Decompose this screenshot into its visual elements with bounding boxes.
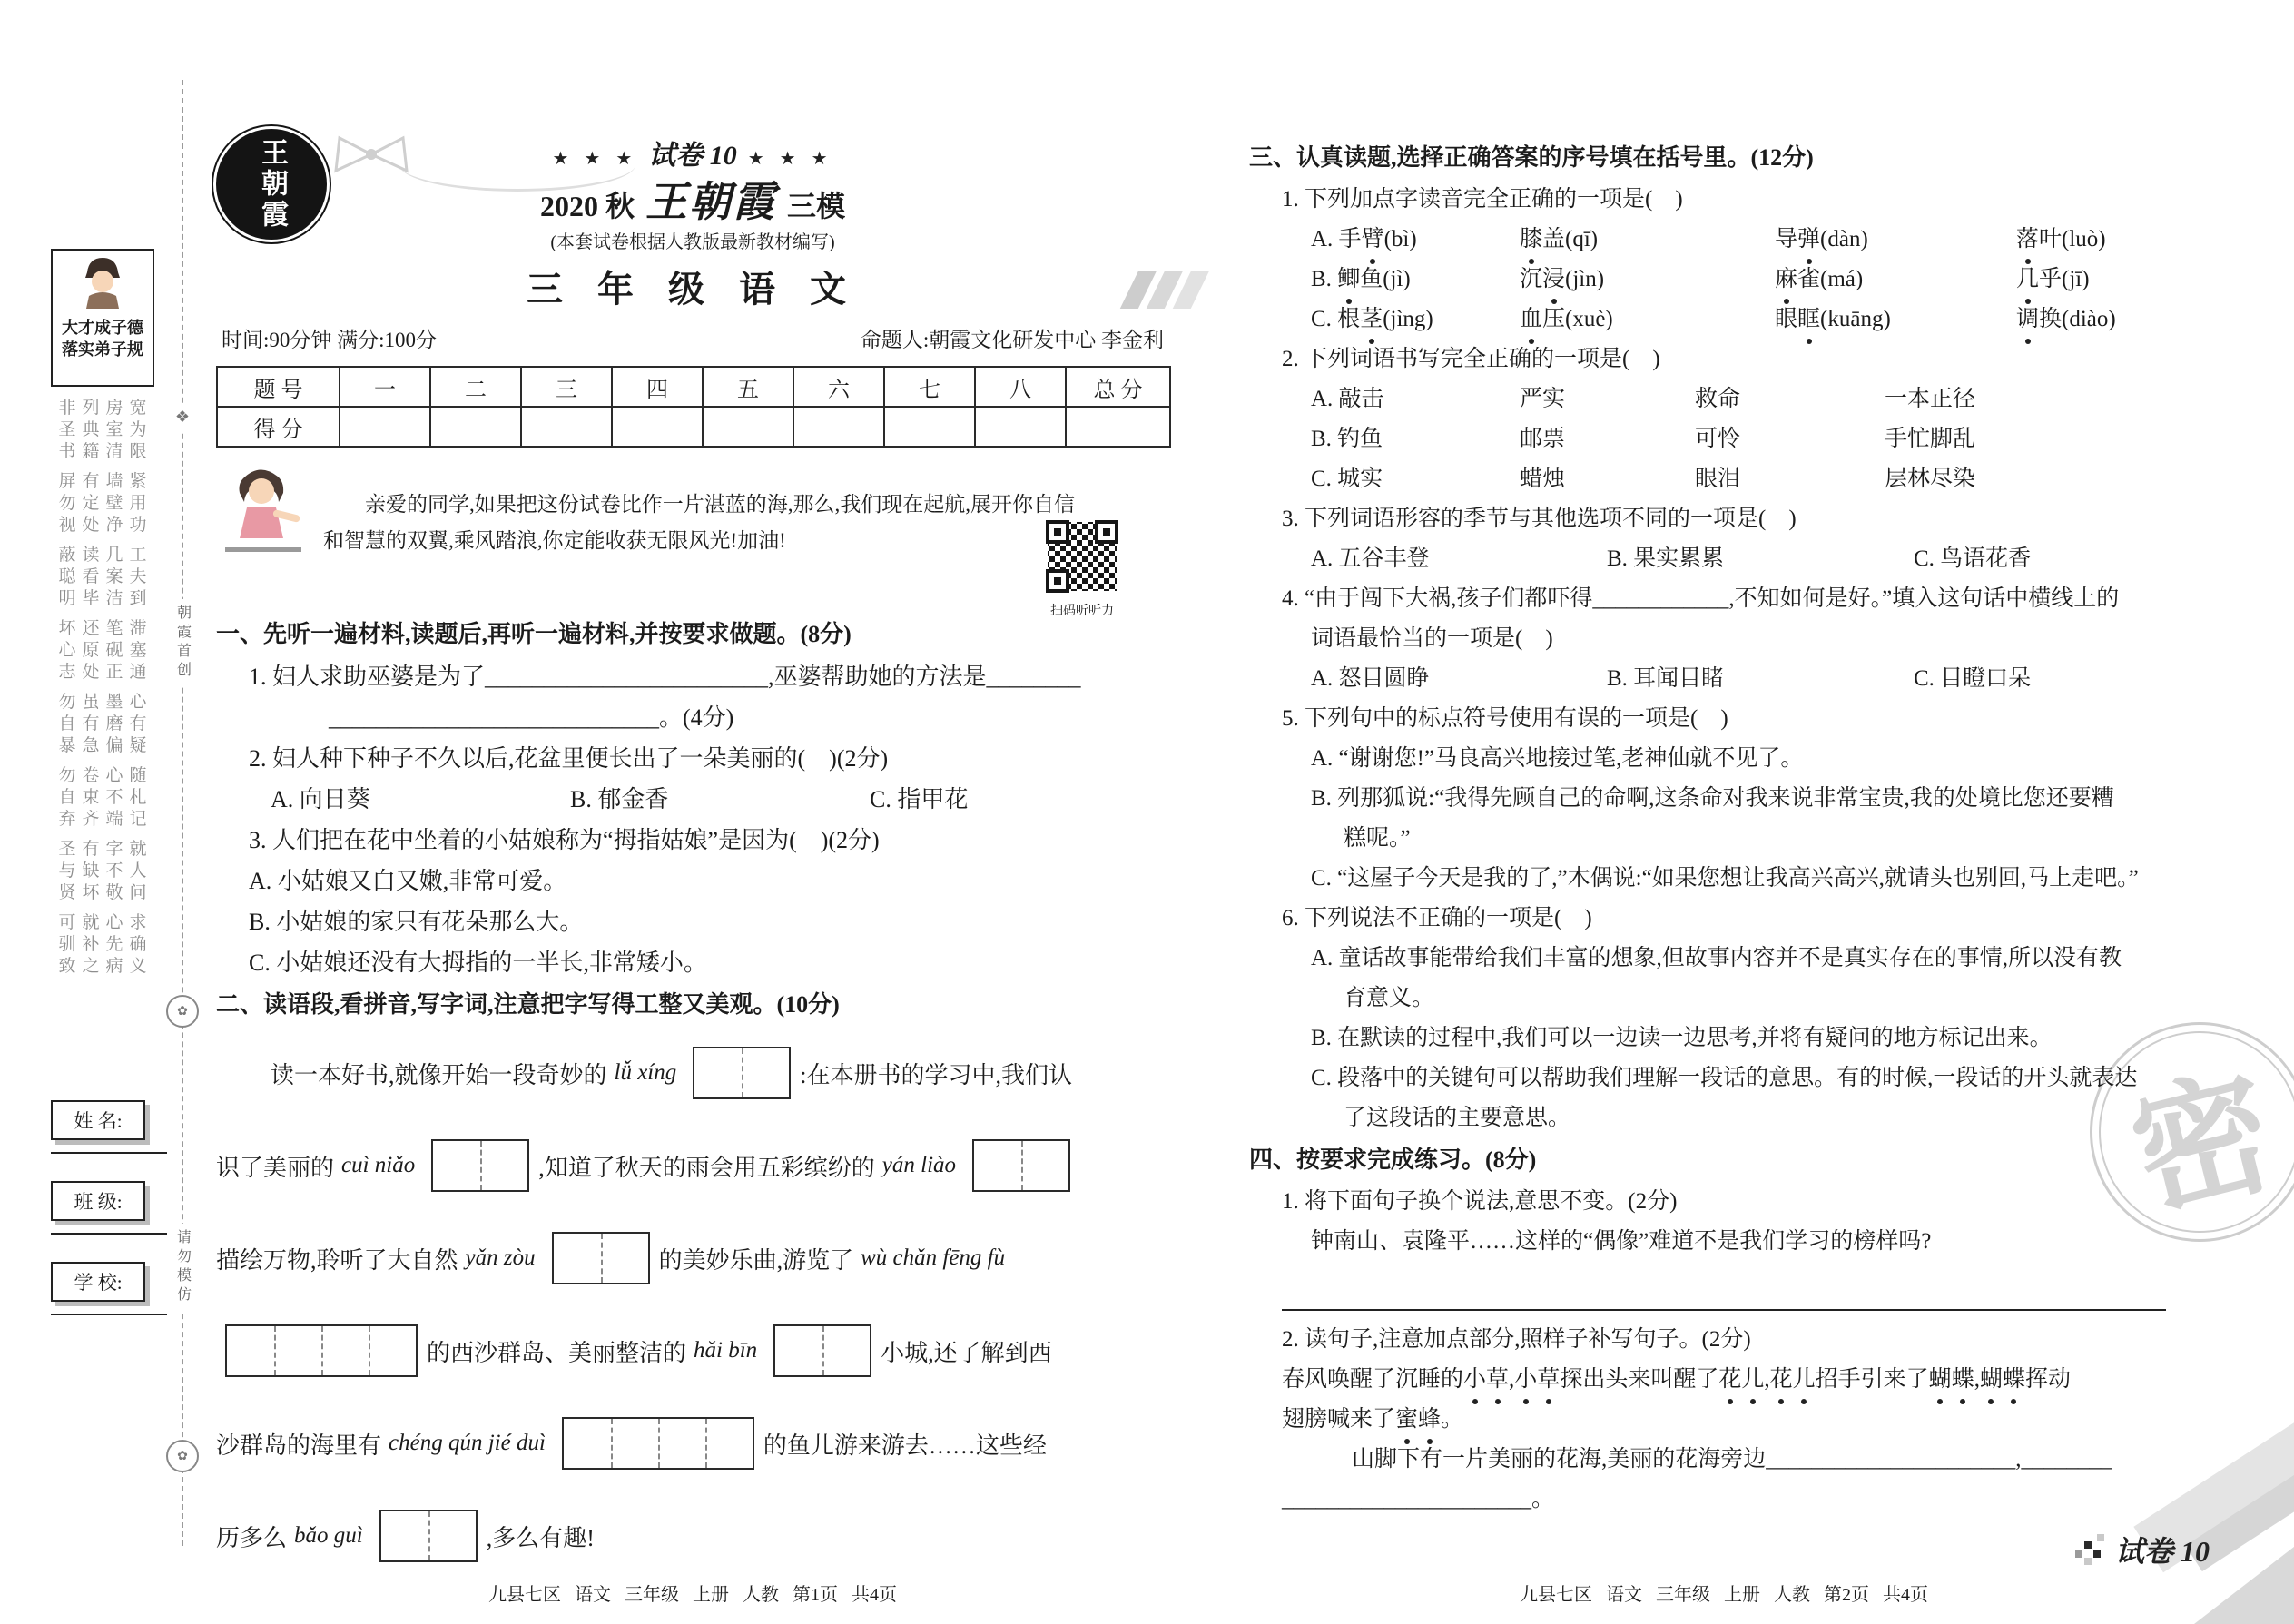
dizigui-row: 屏有墙紧 (58, 472, 153, 491)
edition-note: (本套试卷根据人教版最新教材编写) (550, 232, 835, 252)
class-write-line[interactable] (51, 1233, 167, 1235)
question-6-option-a-cont: 育意义。 (1344, 986, 1435, 1010)
emphasized-character: 麻 (1775, 260, 1797, 300)
writing-box[interactable] (972, 1139, 1070, 1192)
option-row (1249, 459, 2199, 499)
emphasized-character: 鲫 (1337, 260, 1360, 300)
paper-header (216, 127, 1169, 353)
writing-cell[interactable] (658, 1419, 705, 1468)
score-input-cell[interactable] (430, 407, 521, 447)
option-item: C. 目瞪口呆 (1914, 666, 2032, 691)
score-table-header-cell: 四 (612, 367, 703, 407)
paragraph-line (216, 1027, 1169, 1119)
score-input-cell[interactable] (340, 407, 430, 447)
question-3: 3. 人们把在花中坐着的小姑娘称为“拇指姑娘”是因为( )(2分) (249, 827, 880, 853)
emphasized-character: 蝶 (1952, 1360, 1974, 1400)
mascot-illustration (74, 254, 131, 312)
writing-cell[interactable] (480, 1141, 527, 1190)
emphasized-character: 眶 (1797, 300, 1820, 340)
page1-footer: 九县七区 语文 三年级 上册 人教 第1页 共4页 (488, 1585, 897, 1605)
writing-cell[interactable] (1021, 1141, 1068, 1190)
exercise-2-sentence-line1: 春风唤醒了沉睡的小草,小草探出头来叫醒了花儿,花儿招手引来了蝴蝶,蝴蝶挥动 (1249, 1360, 2199, 1400)
question-3-options (1249, 539, 2199, 579)
writing-box[interactable] (693, 1047, 791, 1099)
writing-cell[interactable] (601, 1234, 648, 1283)
pinyin-hint: wù chǎn fēng fù (861, 1245, 1006, 1270)
emphasized-character: 浸 (1542, 260, 1565, 300)
score-input-cell[interactable] (1066, 407, 1170, 447)
score-input-cell[interactable] (975, 407, 1066, 447)
option-item: A. 向日葵 (271, 786, 370, 812)
paper-number-badge (2075, 1529, 2210, 1570)
emphasized-character: 儿 (1793, 1360, 1816, 1400)
score-input-cell[interactable] (884, 407, 975, 447)
dizigui-row: 坏还笔滞 (58, 619, 153, 638)
question-6-option-a: A. 童话故事能带给我们丰富的想象,但故事内容并不是真实存在的事情,所以没有教 (1311, 946, 2122, 970)
class-field (51, 1181, 171, 1235)
option-item: 沉浸(jìn) (1520, 260, 1775, 300)
score-table (216, 366, 1169, 448)
option-item: A. 敲击 (1311, 387, 1384, 411)
dizigui-row: 勿卷心随 (58, 766, 153, 785)
dizigui-row: 心原砚塞 (58, 641, 153, 660)
option-item: C. 根茎(jìng) (1311, 300, 1520, 340)
writing-cell[interactable] (694, 1048, 742, 1097)
dizigui-row: 暴急偏疑 (58, 736, 153, 755)
option-item: A. 手臂(bì) (1311, 220, 1520, 260)
writing-cell[interactable] (428, 1511, 476, 1560)
emphasized-character: 蜂 (1418, 1400, 1441, 1440)
question-2: 2. 妇人种下种子不久以后,花盆里便长出了一朵美丽的( )(2分) (249, 745, 889, 772)
score-table-header-cell: 一 (340, 367, 430, 407)
writing-cell[interactable] (321, 1326, 369, 1375)
dizigui-row: 自束不札 (58, 788, 153, 807)
paragraph-text: 沙群岛的海里有 (216, 1432, 382, 1459)
paper-number-badge-label: 试卷 10 (2115, 1535, 2210, 1568)
brand-logo-text: 王朝霞 (257, 138, 287, 231)
emphasized-character: 花 (1770, 1360, 1793, 1400)
score-table-header-cell: 八 (975, 367, 1066, 407)
class-label: 班 级: (51, 1181, 145, 1221)
option-item: B. 钓鱼 (1311, 427, 1383, 451)
emphasized-character: 草 (1486, 1360, 1509, 1400)
option-item: 救命 (1695, 387, 1741, 411)
option-item: 膝盖(qī) (1520, 220, 1775, 260)
emphasized-character: 茎 (1360, 300, 1383, 340)
paragraph-text: 历多么 (216, 1524, 288, 1551)
option-row (1249, 659, 2199, 699)
emphasized-character: 草 (1537, 1360, 1560, 1400)
exercise-2: 2. 读句子,注意加点部分,照样子补写句子。(2分) (1282, 1327, 1751, 1352)
option-item: 蜡烛 (1520, 467, 1566, 491)
page2-footer: 九县七区 语文 三年级 上册 人教 第2页 共4页 (1520, 1585, 1928, 1605)
question-4-line1: 4. “由于闯下大祸,孩子们都吓得____________,不知如何是好。”填入这句话中横线上的 (1282, 586, 2120, 611)
greeting-block (216, 460, 1169, 618)
writing-cell[interactable] (822, 1326, 870, 1375)
writing-box[interactable] (379, 1510, 478, 1562)
spine-note-no-copy: 请勿模仿 (172, 1224, 193, 1311)
fold-dashed-line (182, 80, 183, 1546)
emphasized-character: 膝 (1520, 220, 1542, 260)
emphasized-character: 弹 (1797, 220, 1820, 260)
option-item: 几乎(jī) (2016, 260, 2199, 300)
option-item: A. 怒目圆睁 (1311, 666, 1430, 691)
question-6-option-c: C. 段落中的关键句可以帮助我们理解一段话的意思。有的时候,一段话的开头就表达 (1311, 1066, 2138, 1090)
dizigui-row: 圣有字就 (58, 840, 153, 859)
writing-cell[interactable] (611, 1419, 658, 1468)
question-5: 5. 下列句中的标点符号使用有误的一项是( ) (1282, 706, 1728, 731)
dizigui-row: 书籍清限 (58, 442, 153, 461)
emphasized-character: 蝶 (2003, 1360, 2025, 1400)
pinyin-hint: chéng qún jié duì (389, 1431, 546, 1455)
emphasized-character: 落 (2016, 220, 2039, 260)
dizigui-row: 勿定壁用 (58, 494, 153, 513)
option-item: 可怜 (1695, 427, 1741, 451)
emphasized-character: 小 (1463, 1360, 1486, 1400)
exercise-1-sentence: 钟南山、袁隆平……这样的“偶像”难道不是我们学习的榜样吗? (1311, 1229, 1932, 1254)
writing-cell[interactable] (705, 1419, 753, 1468)
dizigui-row: 自有磨有 (58, 714, 153, 733)
option-item: 眼泪 (1695, 467, 1741, 491)
paragraph-line (216, 1397, 1169, 1490)
school-write-line[interactable] (51, 1314, 167, 1315)
paper-number: 试卷 10 (648, 141, 737, 171)
dizigui-row: 圣典室为 (58, 420, 153, 439)
question-4-options (1249, 659, 2199, 699)
dizigui-row: 非列房宽 (58, 399, 153, 418)
teacher-illustration (218, 460, 309, 558)
paragraph-line (216, 1304, 1169, 1397)
score-table-header-cell: 总 分 (1066, 367, 1170, 407)
paragraph-line (216, 1212, 1169, 1304)
paper-number-line (216, 133, 1169, 172)
option-item: 邮票 (1520, 427, 1566, 451)
section2-heading: 二、读语段,看拼音,写字词,注意把字写得工整又美观。(10分) (216, 991, 840, 1018)
option-item: C. 指甲花 (870, 786, 969, 812)
question-5-option-a: A. “谢谢您!”马良高兴地接过笔,老神仙就不见了。 (1311, 746, 1804, 771)
option-row (216, 779, 1169, 820)
question-3-option-b: B. 小姑娘的家只有花朵那么大。 (249, 909, 584, 935)
option-row (1249, 260, 2199, 300)
option-item: C. 鸟语花香 (1914, 546, 2032, 571)
brand-year: 2020 秋 (539, 190, 635, 222)
paragraph-line (216, 1490, 1169, 1582)
question-5-option-c: C. “这屋子今天是我的了,”木偶说:“如果您想让我高兴高兴,就请头也别回,马上走吧。” (1311, 866, 2139, 891)
emphasized-character: 蜜 (1395, 1400, 1418, 1440)
pinyin-hint: bǎo guì (294, 1523, 363, 1548)
exercise-2-fill-line2: ______________________。 (1282, 1487, 1555, 1511)
question-6: 6. 下列说法不正确的一项是( ) (1282, 906, 1592, 930)
question-1-options (1249, 220, 2199, 340)
dizigui-row: 弃齐端记 (58, 810, 153, 829)
score-input-cell[interactable] (703, 407, 793, 447)
emphasized-character: 花 (1718, 1360, 1741, 1400)
question-1: 1. 下列加点字读音完全正确的一项是( ) (1282, 187, 1683, 212)
motto-line: 落实弟子规 (62, 340, 143, 359)
emphasized-character: 蝴 (1980, 1360, 2003, 1400)
writing-cell[interactable] (775, 1326, 822, 1375)
emphasized-character: 蝴 (1929, 1360, 1952, 1400)
writing-box[interactable] (431, 1139, 529, 1192)
dizigui-row: 视处净功 (58, 516, 153, 535)
option-row (1249, 379, 2199, 419)
pinyin-hint: hǎi bīn (694, 1338, 758, 1363)
listening-qr-block (1044, 518, 1120, 619)
dizigui-text (44, 398, 162, 978)
brand-name: 王朝霞 (645, 179, 776, 225)
writing-cell[interactable] (433, 1141, 480, 1190)
dizigui-row: 致之病义 (58, 957, 153, 976)
score-table-header-cell: 七 (884, 367, 975, 407)
question-5-option-b: B. 列那狐说:“我得先顾自己的命啊,这条命对我来说非常宝贵,我的处境比您还要糟 (1311, 786, 2114, 811)
exercise-1: 1. 将下面句子换个说法,意思不变。(2分) (1282, 1189, 1678, 1214)
school-label: 学 校: (51, 1262, 145, 1302)
name-label: 姓 名: (51, 1100, 145, 1140)
dizigui-row: 可就心求 (58, 913, 153, 932)
option-item: 落叶(luò) (2016, 220, 2199, 260)
pinyin-hint: lǚ xíng (614, 1060, 677, 1085)
dizigui-row: 聪看案夫 (58, 567, 153, 586)
section1-heading: 一、先听一遍材料,读题后,再听一遍材料,并按要求做题。(8分) (216, 621, 852, 647)
option-item: 一本正径 (1885, 387, 1976, 411)
pinyin-hint: yán liào (881, 1153, 957, 1177)
option-item: 调换(diào) (2016, 300, 2199, 340)
pinyin-paragraph (216, 1027, 1169, 1582)
score-table-header-cell: 五 (703, 367, 793, 407)
brand-title-line (216, 178, 1169, 227)
section4-heading: 四、按要求完成练习。(8分) (1249, 1147, 1537, 1173)
writing-cell[interactable] (564, 1419, 611, 1468)
question-2-options (1249, 379, 2199, 499)
page-1 (216, 127, 1169, 1582)
paragraph-text: 的西沙群岛、美丽整洁的 (427, 1339, 687, 1366)
question-4-line2: 词语最恰当的一项是( ) (1311, 626, 1553, 651)
spine-flower-icon: ✿ (166, 995, 199, 1028)
paragraph-text: :在本册书的学习中,我们认 (800, 1061, 1072, 1088)
question-5-option-b-cont: 糕呢。” (1344, 826, 1411, 851)
dizigui-row: 明毕洁到 (58, 589, 153, 608)
score-label-cell: 得 分 (217, 407, 340, 447)
option-item: B. 郁金香 (570, 786, 669, 812)
page-2 (1249, 136, 2199, 1520)
motto-box (51, 249, 154, 387)
dizigui-row: 与缺不人 (58, 861, 153, 881)
writing-cell[interactable] (554, 1234, 601, 1283)
spine-diamond-icon: ❖ (175, 403, 190, 431)
option-item: 眼眶(kuāng) (1775, 300, 2016, 340)
option-row (1249, 419, 2199, 459)
paragraph-line (216, 1119, 1169, 1212)
score-input-cell[interactable] (793, 407, 884, 447)
author-info: 命题人:朝霞文化研发中心 李金利 (860, 329, 1164, 351)
dizigui-row: 志处正通 (58, 663, 153, 682)
paragraph-text: 的美妙乐曲,游览了 (658, 1246, 854, 1274)
writing-cell[interactable] (742, 1048, 789, 1097)
option-item: 导弹(dàn) (1775, 220, 2016, 260)
paragraph-text: 读一本好书,就像开始一段奇妙的 (271, 1061, 607, 1088)
dizigui-row: 勿虽墨心 (58, 693, 153, 712)
score-input-cell[interactable] (521, 407, 612, 447)
qr-caption: 扫码听听力 (1050, 605, 1114, 618)
answer-blank[interactable] (1282, 1271, 2166, 1311)
score-table-header-cell: 六 (793, 367, 884, 407)
writing-box[interactable] (225, 1324, 418, 1377)
school-field (51, 1262, 171, 1315)
writing-cell[interactable] (974, 1141, 1021, 1190)
emphasized-character: 几 (2016, 260, 2039, 300)
pixel-decoration (2075, 1534, 2106, 1565)
option-item: 层林尽染 (1885, 467, 1976, 491)
paragraph-text: 的鱼儿游来游去……这些经 (763, 1432, 1047, 1459)
option-row (1249, 220, 2199, 260)
emphasized-character: 小 (1514, 1360, 1537, 1400)
question-1-line2: ____________________________。(4分) (329, 704, 734, 731)
option-item: 手忙脚乱 (1885, 427, 1976, 451)
question-2: 2. 下列词语书写完全正确的一项是( ) (1282, 347, 1660, 371)
score-input-cell[interactable] (612, 407, 703, 447)
spine-flower-icon: ✿ (166, 1440, 199, 1472)
paragraph-text: ,多么有趣! (486, 1524, 595, 1551)
option-row (1249, 539, 2199, 579)
exam-meta-line (216, 323, 1169, 353)
writing-cell[interactable] (381, 1511, 428, 1560)
dizigui-row: 驯补先确 (58, 935, 153, 954)
option-item: 麻雀(má) (1775, 260, 2016, 300)
question-6-option-b: B. 在默读的过程中,我们可以一边读一边思考,并将有疑问的地方标记出来。 (1311, 1026, 2053, 1050)
qr-code (1044, 518, 1120, 595)
spine-note-original: 朝霞首创 (172, 599, 193, 686)
greeting-text: 亲爱的同学,如果把这份试卷比作一片湛蓝的海,那么,我们现在起航,展开你自信和智慧的双翼,乘风踏浪,你定能收获无限风光!加油! (323, 493, 1075, 552)
star-decoration: ★ ★ ★ (552, 149, 638, 169)
score-table-header-cell: 题 号 (217, 367, 340, 407)
section3-heading: 三、认真读题,选择正确答案的序号填在括号里。(12分) (1249, 144, 1814, 171)
writing-box[interactable] (773, 1324, 871, 1377)
question-1-line1: 1. 妇人求助巫婆是为了________________________,巫婆帮助她的方法是________ (249, 664, 1081, 690)
option-item: 血压(xuè) (1520, 300, 1775, 340)
option-item: 严实 (1520, 387, 1566, 411)
option-row (1249, 300, 2199, 340)
time-score-info: 时间:90分钟 满分:100分 (222, 329, 438, 351)
option-item: B. 果实累累 (1607, 546, 1725, 571)
option-item: B. 鲫鱼(jì) (1311, 260, 1520, 300)
score-table-header-cell: 二 (430, 367, 521, 407)
option-item: C. 城实 (1311, 467, 1383, 491)
option-item: B. 耳闻目睹 (1607, 666, 1725, 691)
emphasized-character: 儿 (1741, 1360, 1764, 1400)
question-6-option-c-cont: 了这段话的主要意思。 (1344, 1106, 1571, 1130)
question-2-options (216, 779, 1169, 820)
brand-suffix: 三模 (787, 190, 846, 222)
name-field (51, 1100, 171, 1154)
exercise-2-fill-line1: 山脚下有一片美丽的花海,美丽的花海旁边______________________,________ (1352, 1447, 2112, 1471)
star-decoration: ★ ★ ★ (747, 149, 833, 169)
writing-cell[interactable] (369, 1326, 416, 1375)
seal-character: 密 (2118, 1055, 2288, 1235)
paragraph-text: 识了美丽的 (216, 1154, 335, 1181)
name-write-line[interactable] (51, 1152, 167, 1154)
score-table-header-cell: 三 (521, 367, 612, 407)
question-3-option-c: C. 小姑娘还没有大拇指的一半长,非常矮小。 (249, 950, 707, 976)
exercise-2-sentence-line2: 翅膀喊来了蜜蜂。 (1249, 1400, 2199, 1440)
emphasized-character: 血 (1520, 300, 1542, 340)
dizigui-row: 贤坏敬问 (58, 883, 153, 902)
emphasized-character: 调 (2016, 300, 2039, 340)
subject-title: 三 年 级 语 文 (527, 269, 859, 310)
question-3-option-a: A. 小姑娘又白又嫩,非常可爱。 (249, 868, 567, 894)
writing-box[interactable] (562, 1417, 754, 1470)
paragraph-text: ,知道了秋天的雨会用五彩缤纷的 (538, 1154, 875, 1181)
option-item: A. 五谷丰登 (1311, 546, 1430, 571)
pinyin-hint: cuì niǎo (341, 1153, 416, 1177)
brand-logo (216, 129, 327, 240)
emphasized-character: 臂 (1362, 220, 1384, 260)
pinyin-hint: yǎn zòu (465, 1245, 536, 1270)
score-table-grid (216, 366, 1171, 448)
student-info-fields (51, 1100, 171, 1343)
writing-cell[interactable] (227, 1326, 274, 1375)
writing-box[interactable] (552, 1232, 650, 1284)
dizigui-row: 蔽读几工 (58, 546, 153, 565)
writing-cell[interactable] (274, 1326, 321, 1375)
question-3: 3. 下列词语形容的季节与其他选项不同的一项是( ) (1282, 507, 1797, 531)
motto-line: 大才成子德 (62, 319, 143, 337)
paragraph-text: 描绘万物,聆听了大自然 (216, 1246, 458, 1274)
paragraph-text: 小城,还了解到西 (881, 1339, 1052, 1366)
